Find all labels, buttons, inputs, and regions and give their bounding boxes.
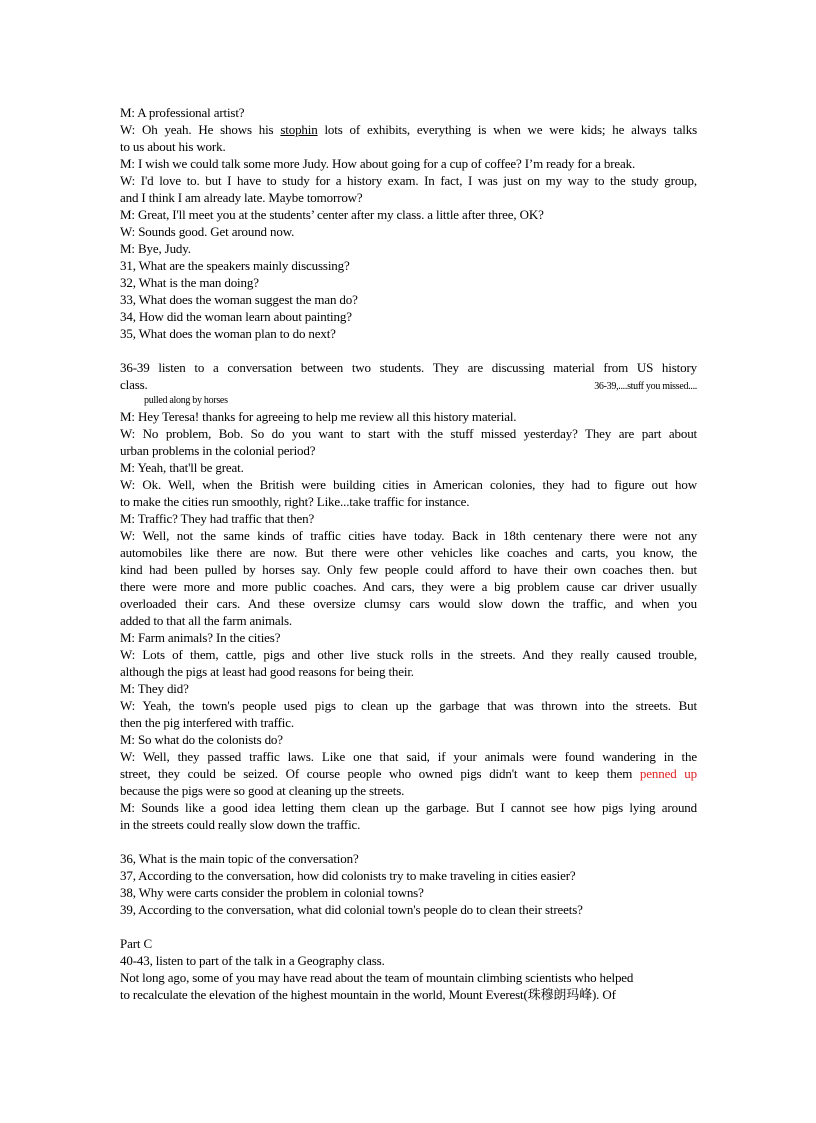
- text-line: W: Well, they passed traffic laws. Like one that said, if your animals were found wandering in the: [120, 749, 697, 764]
- question-line: 36, What is the main topic of the conversation?: [120, 851, 359, 866]
- text-line: automobiles like there are now. But there were other vehicles like coaches and carts, you know, the: [120, 545, 697, 560]
- text-line: W: Ok. Well, when the British were building cities in American colonies, they had to figure out how: [120, 477, 697, 492]
- text-line: street, they could be seized. Of course people who owned pigs didn't want to keep them penned up: [120, 766, 697, 781]
- text-line: urban problems in the colonial period?: [120, 443, 316, 458]
- text-line: M: Traffic? They had traffic that then?: [120, 511, 315, 526]
- text-line: overloaded their cars. And these oversize clumsy cars would slow down the traffic, and when you: [120, 596, 697, 611]
- text-line: in the streets could really slow down the traffic.: [120, 817, 361, 832]
- text-line: W: Well, not the same kinds of traffic cities have today. Back in 18th centenary there were not any: [120, 528, 697, 543]
- text-line: M: So what do the colonists do?: [120, 732, 283, 747]
- text-line: M: I wish we could talk some more Judy. How about going for a cup of coffee? I’m ready for a break.: [120, 156, 636, 171]
- question-line: 32, What is the man doing?: [120, 275, 259, 290]
- text-line: added to that all the farm animals.: [120, 613, 292, 628]
- question-line: 39, According to the conversation, what did colonial town's people do to clean their streets?: [120, 902, 583, 917]
- text-line: W: No problem, Bob. So do you want to start with the stuff missed yesterday? They are part about: [120, 426, 697, 441]
- text-line: although the pigs at least had good reasons for being their.: [120, 664, 414, 679]
- intro-line-with-note: [120, 376, 697, 394]
- section-intro: 40-43, listen to part of the talk in a Geography class.: [120, 953, 385, 968]
- text-line: W: I'd love to. but I have to study for a history exam. In fact, I was just on my way to the study group,: [120, 173, 697, 188]
- text-line: W: Oh yeah. He shows his stophin lots of exhibits, everything is when we were kids; he always talks: [120, 122, 697, 137]
- question-line: 35, What does the woman plan to do next?: [120, 326, 336, 341]
- text-line: then the pig interfered with traffic.: [120, 715, 294, 730]
- text-line: to make the cities run smoothly, right? Like...take traffic for instance.: [120, 494, 470, 509]
- document-page: [120, 104, 697, 1003]
- text-line: M: Sounds like a good idea letting them clean up the garbage. But I cannot see how pigs lying around: [120, 800, 697, 815]
- text-line: Not long ago, some of you may have read about the team of mountain climbing scientists who helped: [120, 970, 634, 985]
- section-heading: Part C: [120, 936, 152, 951]
- text-line: there were more and more public coaches. And cars, they were a big problem cause car driver usually: [120, 579, 697, 594]
- section-intro-end: class.: [120, 377, 148, 392]
- text-line: to recalculate the elevation of the highest mountain in the world, Mount Everest(珠穆朗玛峰). Of: [120, 987, 616, 1002]
- text-line: M: Bye, Judy.: [120, 241, 191, 256]
- question-line: 34, How did the woman learn about painting?: [120, 309, 352, 324]
- text-line: W: Sounds good. Get around now.: [120, 224, 295, 239]
- margin-note: 36-39,....stuff you missed....: [594, 381, 697, 392]
- question-line: 33, What does the woman suggest the man do?: [120, 292, 358, 307]
- highlighted-phrase: penned up: [639, 766, 697, 781]
- text-line: M: Hey Teresa! thanks for agreeing to help me review all this history material.: [120, 409, 517, 424]
- text-line: M: They did?: [120, 681, 189, 696]
- text-line: because the pigs were so good at cleaning up the streets.: [120, 783, 405, 798]
- text-line: M: Farm animals? In the cities?: [120, 630, 281, 645]
- question-line: 37, According to the conversation, how did colonists try to make traveling in cities easier?: [120, 868, 576, 883]
- text-line: and I think I am already late. Maybe tomorrow?: [120, 190, 363, 205]
- underlined-word: stophin: [280, 122, 318, 137]
- section-intro: 36-39 listen to a conversation between two students. They are discussing material from US history: [120, 360, 697, 375]
- text-line: W: Lots of them, cattle, pigs and other live stuck rolls in the streets. And they really caused trouble,: [120, 647, 697, 662]
- text-line: W: Yeah, the town's people used pigs to clean up the garbage that was thrown into the streets. But: [120, 698, 697, 713]
- text-line: M: A professional artist?: [120, 105, 245, 120]
- text-line: kind had been pulled by horses say. Only few people could afford to have their own coaches then. but: [120, 562, 697, 577]
- text-line: M: Great, I'll meet you at the students’ center after my class. a little after three, OK?: [120, 207, 544, 222]
- margin-note: pulled along by horses: [144, 395, 228, 406]
- text-line: M: Yeah, that'll be great.: [120, 460, 244, 475]
- question-line: 38, Why were carts consider the problem in colonial towns?: [120, 885, 424, 900]
- question-line: 31, What are the speakers mainly discussing?: [120, 258, 350, 273]
- text-line: to us about his work.: [120, 139, 226, 154]
